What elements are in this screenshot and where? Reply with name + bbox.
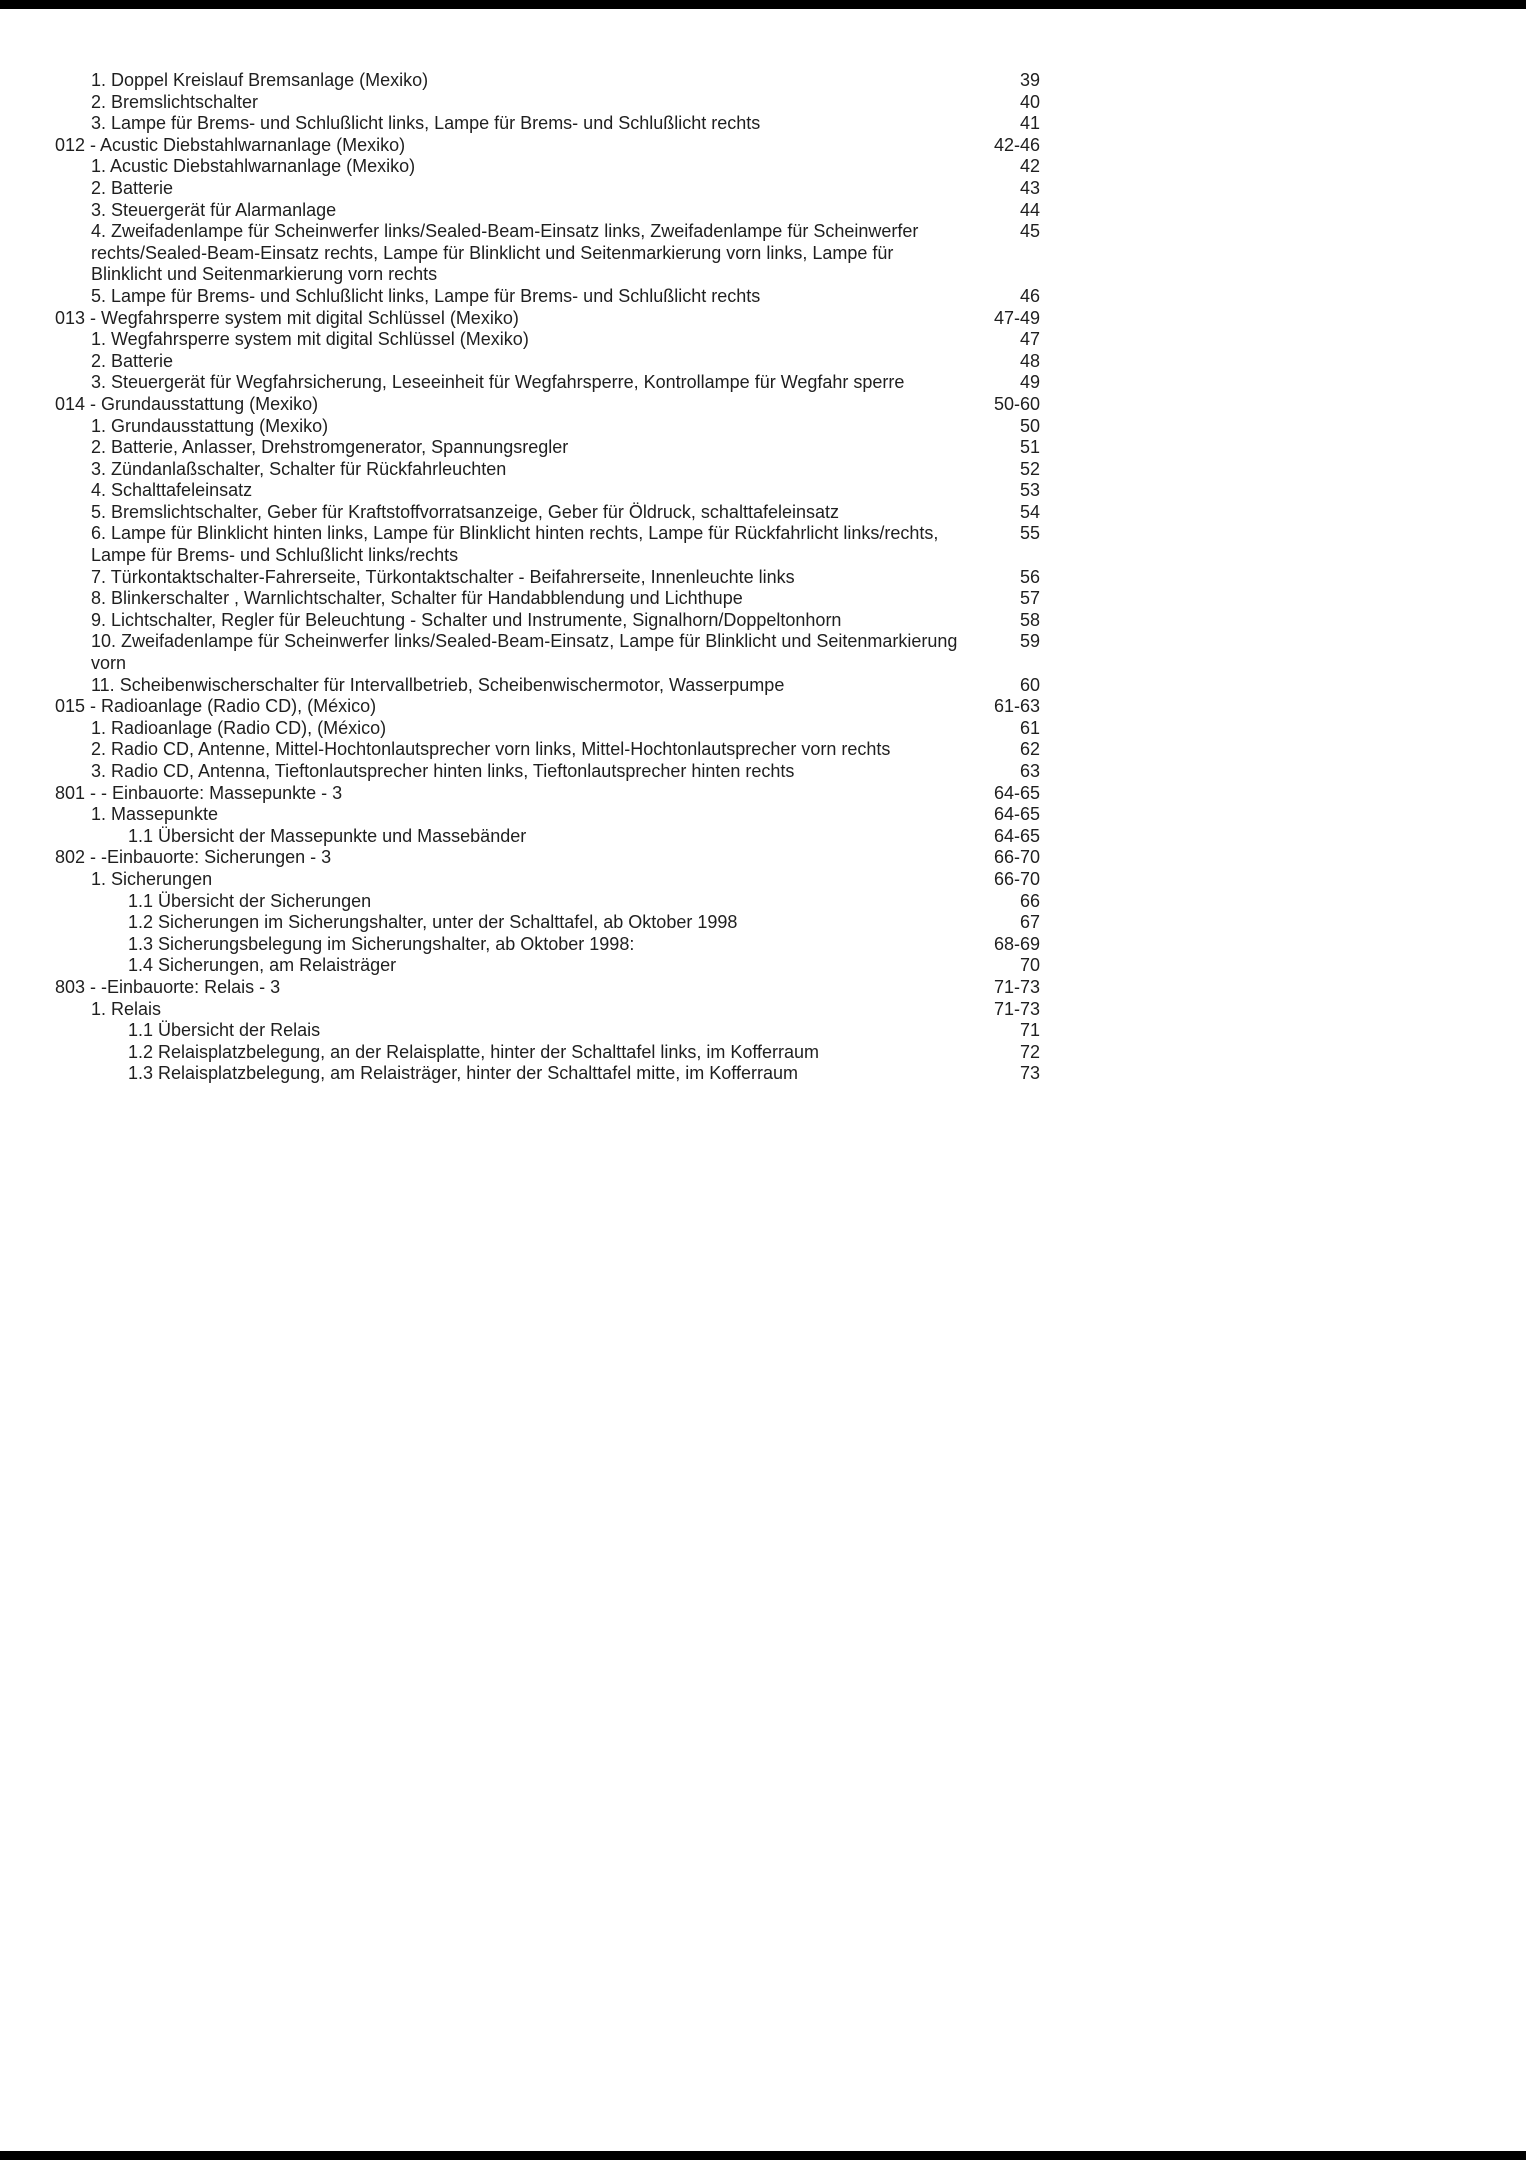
toc-entry	[55, 696, 1040, 718]
toc-entry-page: 62	[1019, 739, 1040, 760]
toc-entry-label: 4. Schalttafeleinsatz	[91, 480, 253, 501]
toc-entry-label: 3. Steuergerät für Alarmanlage	[91, 199, 337, 220]
toc-entry-label: 1. Relais	[91, 998, 162, 1019]
toc-entry-label: 1. Grundausstattung (Mexiko)	[91, 415, 329, 436]
toc-entry-label: 1.3 Sicherungsbelegung im Sicherungshalter, ab Oktober 1998:	[128, 933, 635, 954]
toc-entry-page: 43	[1019, 177, 1040, 198]
toc-entry-label: 1. Massepunkte	[91, 804, 219, 825]
toc-entry	[55, 977, 1040, 999]
toc-entry-page: 66-70	[993, 847, 1040, 868]
toc-entry-page: 64-65	[993, 825, 1040, 846]
toc-entry-label: 803 - -Einbauorte: Relais - 3	[55, 976, 281, 997]
toc-entry-label: 2. Batterie	[91, 177, 174, 198]
toc-entry	[55, 1020, 1040, 1042]
toc-entry-label: 5. Lampe für Brems- und Schlußlicht links, Lampe für Brems- und Schlußlicht rechts	[91, 285, 761, 306]
toc-entry	[55, 999, 1040, 1021]
toc-entry-page: 53	[1019, 480, 1040, 501]
toc-entry-page: 54	[1019, 501, 1040, 522]
toc-entry-page: 73	[1019, 1063, 1040, 1084]
toc-entry	[55, 221, 1040, 286]
toc-entry-label: 1.2 Sicherungen im Sicherungshalter, unter der Schalttafel, ab Oktober 1998	[128, 912, 738, 933]
toc-entry	[55, 308, 1040, 330]
toc-entry-page: 42	[1019, 156, 1040, 177]
toc-entry-label: 7. Türkontaktschalter-Fahrerseite, Türkontaktschalter - Beifahrerseite, Innenleuchte links	[91, 566, 795, 587]
toc-entry-label: 1.4 Sicherungen, am Relaisträger	[128, 955, 397, 976]
toc-entry-page: 70	[1019, 955, 1040, 976]
toc-entry-label: 801 - - Einbauorte: Massepunkte - 3	[55, 782, 343, 803]
toc-entry	[55, 567, 1040, 589]
toc-entry	[55, 934, 1040, 956]
toc-entry	[55, 459, 1040, 481]
toc-entry-page: 56	[1019, 566, 1040, 587]
toc-entry	[55, 135, 1040, 157]
toc-entry-page: 66-70	[993, 868, 1040, 889]
toc-entry-label: 3. Radio CD, Antenna, Tieftonlautsprecher hinten links, Tieftonlautsprecher hinten rechts	[91, 761, 795, 781]
toc-entry-page: 50-60	[993, 393, 1040, 414]
toc-entry-page: 44	[1019, 199, 1040, 220]
toc-entry-page: 58	[1019, 609, 1040, 630]
toc-entry	[55, 480, 1040, 502]
toc-entry-label: 014 - Grundausstattung (Mexiko)	[55, 393, 319, 414]
toc-entry-page: 64-65	[993, 804, 1040, 825]
toc-entry	[55, 804, 1040, 826]
toc-entry-page: 71-73	[993, 998, 1040, 1019]
toc-entry-label: 1.1 Übersicht der Massepunkte und Massebänder	[128, 825, 527, 846]
toc-entry-label: 1. Radioanlage (Radio CD), (México)	[91, 717, 387, 738]
toc-entry-label: 10. Zweifadenlampe für Scheinwerfer links/Sealed-Beam-Einsatz, Lampe für Blinklicht und Seitenmarkierung vorn	[91, 631, 958, 674]
toc-entry-page: 64-65	[993, 782, 1040, 803]
toc-entry-page: 48	[1019, 350, 1040, 371]
toc-entry	[55, 70, 1040, 92]
toc-entry-label: 1.1 Übersicht der Sicherungen	[128, 890, 372, 911]
toc-entry-label: 1.1 Übersicht der Relais	[128, 1020, 321, 1041]
toc-entry	[55, 502, 1040, 524]
toc-list	[55, 70, 1040, 1085]
toc-entry-page: 57	[1019, 588, 1040, 609]
toc-entry-page: 68-69	[993, 933, 1040, 954]
toc-entry	[55, 113, 1040, 135]
toc-entry-label: 1. Wegfahrsperre system mit digital Schlüssel (Mexiko)	[91, 329, 529, 350]
toc-entry-label: 8. Blinkerschalter , Warnlichtschalter, Schalter für Handabblendung und Lichthupe	[91, 588, 743, 609]
toc-entry-label: 6. Lampe für Blinklicht hinten links, Lampe für Blinklicht hinten rechts, Lampe für Rückfahrlicht links/rechts, Lampe für Brems- und Schlußlicht links/rechts	[91, 523, 939, 566]
toc-entry	[55, 631, 1040, 674]
toc-entry-label: 2. Bremslichtschalter	[91, 91, 259, 112]
toc-entry	[55, 286, 1040, 308]
toc-entry	[55, 588, 1040, 610]
toc-entry	[55, 718, 1040, 740]
toc-entry-page: 71-73	[993, 976, 1040, 997]
toc-entry	[55, 200, 1040, 222]
toc-entry-page: 55	[1019, 523, 1040, 544]
toc-entry	[55, 955, 1040, 977]
toc-entry	[55, 912, 1040, 934]
toc-entry-label: 012 - Acustic Diebstahlwarnanlage (Mexiko)	[55, 134, 406, 155]
toc-entry-page: 52	[1019, 458, 1040, 479]
toc-entry	[55, 394, 1040, 416]
toc-entry-page: 60	[1019, 674, 1040, 695]
toc-entry	[55, 437, 1040, 459]
toc-entry-label: 11. Scheibenwischerschalter für Intervallbetrieb, Scheibenwischermotor, Wasserpumpe	[91, 674, 785, 695]
toc-entry-label: 5. Bremslichtschalter, Geber für Kraftstoffvorratsanzeige, Geber für Öldruck, schalttafeleinsatz	[91, 501, 839, 522]
toc-entry-page: 61	[1019, 717, 1040, 738]
toc-entry-label: 9. Lichtschalter, Regler für Beleuchtung - Schalter und Instrumente, Signalhorn/Doppeltonhorn	[91, 609, 842, 630]
toc-entry-page: 47-49	[993, 307, 1040, 328]
toc-entry-page: 66	[1019, 890, 1040, 911]
toc-entry-page: 71	[1019, 1020, 1040, 1041]
toc-entry-page: 63	[1019, 761, 1040, 781]
toc-entry	[55, 826, 1040, 848]
toc-entry-page: 59	[1019, 631, 1040, 652]
toc-entry-page: 61-63	[993, 696, 1040, 717]
toc-entry-label: 1.2 Relaisplatzbelegung, an der Relaisplatte, hinter der Schalttafel links, im Kofferraum	[128, 1041, 820, 1062]
toc-entry-page: 45	[1019, 221, 1040, 242]
toc-entry-label: 015 - Radioanlage (Radio CD), (México)	[55, 696, 377, 717]
toc-entry-label: 1. Doppel Kreislauf Bremsanlage (Mexiko)	[91, 70, 429, 90]
toc-entry-page: 72	[1019, 1041, 1040, 1062]
toc-entry-page: 50	[1019, 415, 1040, 436]
toc-entry-label: 3. Lampe für Brems- und Schlußlicht links, Lampe für Brems- und Schlußlicht rechts	[91, 113, 761, 134]
toc-entry-page: 39	[1019, 70, 1040, 90]
toc-entry-label: 2. Batterie	[91, 350, 174, 371]
toc-entry	[55, 351, 1040, 373]
toc-entry	[55, 891, 1040, 913]
toc-entry	[55, 847, 1040, 869]
toc-entry-label: 4. Zweifadenlampe für Scheinwerfer links/Sealed-Beam-Einsatz links, Zweifadenlampe für Scheinwerfer rechts/Sealed-Beam-Einsatz rechts, Lampe für Blinklicht und Seitenmarkierung vorn links, Lampe für Blinklicht und Seitenmarkierung vorn rechts	[91, 221, 919, 285]
toc-entry-page: 40	[1019, 91, 1040, 112]
toc-entry-label: 3. Zündanlaßschalter, Schalter für Rückfahrleuchten	[91, 458, 507, 479]
toc-entry	[55, 783, 1040, 805]
toc-entry-page: 51	[1019, 437, 1040, 458]
toc-entry-label: 1. Sicherungen	[91, 868, 213, 889]
toc-entry	[55, 869, 1040, 891]
toc-entry	[55, 1063, 1040, 1085]
scan-artifact-top	[0, 0, 1526, 9]
toc-entry	[55, 610, 1040, 632]
toc-entry-label: 3. Steuergerät für Wegfahrsicherung, Leseeinheit für Wegfahrsperre, Kontrollampe für Wegfahr sperre	[91, 372, 905, 393]
toc-entry	[55, 761, 1040, 783]
scan-artifact-bottom	[0, 2151, 1526, 2160]
toc-entry	[55, 178, 1040, 200]
toc-entry-label: 1. Acustic Diebstahlwarnanlage (Mexiko)	[91, 156, 416, 177]
toc-entry	[55, 156, 1040, 178]
toc-entry-page: 47	[1019, 329, 1040, 350]
toc-entry-page: 49	[1019, 372, 1040, 393]
toc-entry	[55, 739, 1040, 761]
toc-entry-page: 67	[1019, 912, 1040, 933]
toc-entry-page: 42-46	[993, 134, 1040, 155]
toc-entry-label: 2. Radio CD, Antenne, Mittel-Hochtonlautsprecher vorn links, Mittel-Hochtonlautsprecher vorn rechts	[91, 739, 891, 760]
toc-entry-label: 2. Batterie, Anlasser, Drehstromgenerator, Spannungsregler	[91, 437, 569, 458]
toc-entry	[55, 675, 1040, 697]
toc-entry-label: 1.3 Relaisplatzbelegung, am Relaisträger, hinter der Schalttafel mitte, im Kofferraum	[128, 1063, 798, 1084]
toc-entry-page: 41	[1019, 113, 1040, 134]
toc-entry-label: 802 - -Einbauorte: Sicherungen - 3	[55, 847, 332, 868]
toc-entry	[55, 372, 1040, 394]
toc-entry	[55, 523, 1040, 566]
toc-entry	[55, 416, 1040, 438]
toc-entry	[55, 92, 1040, 114]
toc-entry-page: 46	[1019, 285, 1040, 306]
toc-entry	[55, 329, 1040, 351]
toc-entry	[55, 1042, 1040, 1064]
toc-entry-label: 013 - Wegfahrsperre system mit digital Schlüssel (Mexiko)	[55, 307, 519, 328]
